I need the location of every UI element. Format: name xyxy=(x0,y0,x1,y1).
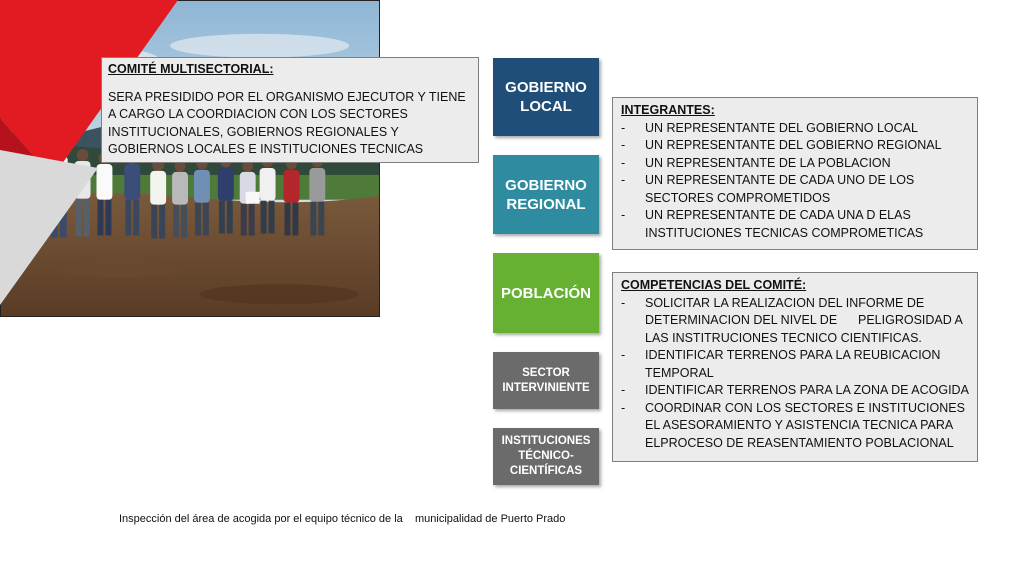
category-poblacion: POBLACIÓN xyxy=(493,253,599,333)
photo-caption: Inspección del área de acogida por el equipo técnico de la municipalidad de Puerto Prado xyxy=(119,513,566,525)
list-item: - UN REPRESENTANTE DE LA POBLACION xyxy=(621,155,969,173)
category-instituciones-tecnico-cientificas: INSTITUCIONES TÉCNICO-CIENTÍFICAS xyxy=(493,428,599,485)
list-item: - UN REPRESENTANTE DEL GOBIERNO LOCAL xyxy=(621,120,969,138)
comite-description: SERA PRESIDIDO POR EL ORGANISMO EJECUTOR Y TIENE A CARGO LA COORDIACION CON LOS SECTORES INSTITUCIONALES, GOBIERNOS REGIONALES Y GOBIERNOS LOCALES E INSTITUCIONES TECNICAS xyxy=(108,89,466,156)
integrantes-title: INTEGRANTES: xyxy=(621,103,715,117)
competencias-list xyxy=(621,295,969,453)
category-sector-interviniente: SECTOR INTERVINIENTE xyxy=(493,352,599,409)
category-gobierno-local: GOBIERNO LOCAL xyxy=(493,58,599,136)
list-item: - UN REPRESENTANTE DEL GOBIERNO REGIONAL xyxy=(621,137,969,155)
comite-title: COMITÉ MULTISECTORIAL: xyxy=(108,62,274,76)
list-item: - IDENTIFICAR TERRENOS PARA LA REUBICACION TEMPORAL xyxy=(621,347,969,382)
category-gobierno-regional: GOBIERNO REGIONAL xyxy=(493,155,599,234)
list-item: - UN REPRESENTANTE DE CADA UNA D ELAS INSTITUCIONES TECNICAS COMPROMETICAS xyxy=(621,207,969,242)
list-item: - COORDINAR CON LOS SECTORES E INSTITUCIONES EL ASESORAMIENTO Y ASISTENCIA TECNICA PARA ELPROCESO DE REASENTAMIENTO POBLACIONAL xyxy=(621,400,969,453)
comite-box xyxy=(101,57,479,163)
competencias-box xyxy=(612,272,978,462)
competencias-title: COMPETENCIAS DEL COMITÉ: xyxy=(621,278,807,292)
integrantes-box xyxy=(612,97,978,250)
list-item: - IDENTIFICAR TERRENOS PARA LA ZONA DE ACOGIDA xyxy=(621,382,969,400)
list-item: - UN REPRESENTANTE DE CADA UNO DE LOS SECTORES COMPROMETIDOS xyxy=(621,172,969,207)
list-item: - SOLICITAR LA REALIZACION DEL INFORME DE DETERMINACION DEL NIVEL DE PELIGROSIDAD A LAS INSTITRUCIONES TECNICO CIENTIFICAS. xyxy=(621,295,969,348)
integrantes-list xyxy=(621,120,969,243)
